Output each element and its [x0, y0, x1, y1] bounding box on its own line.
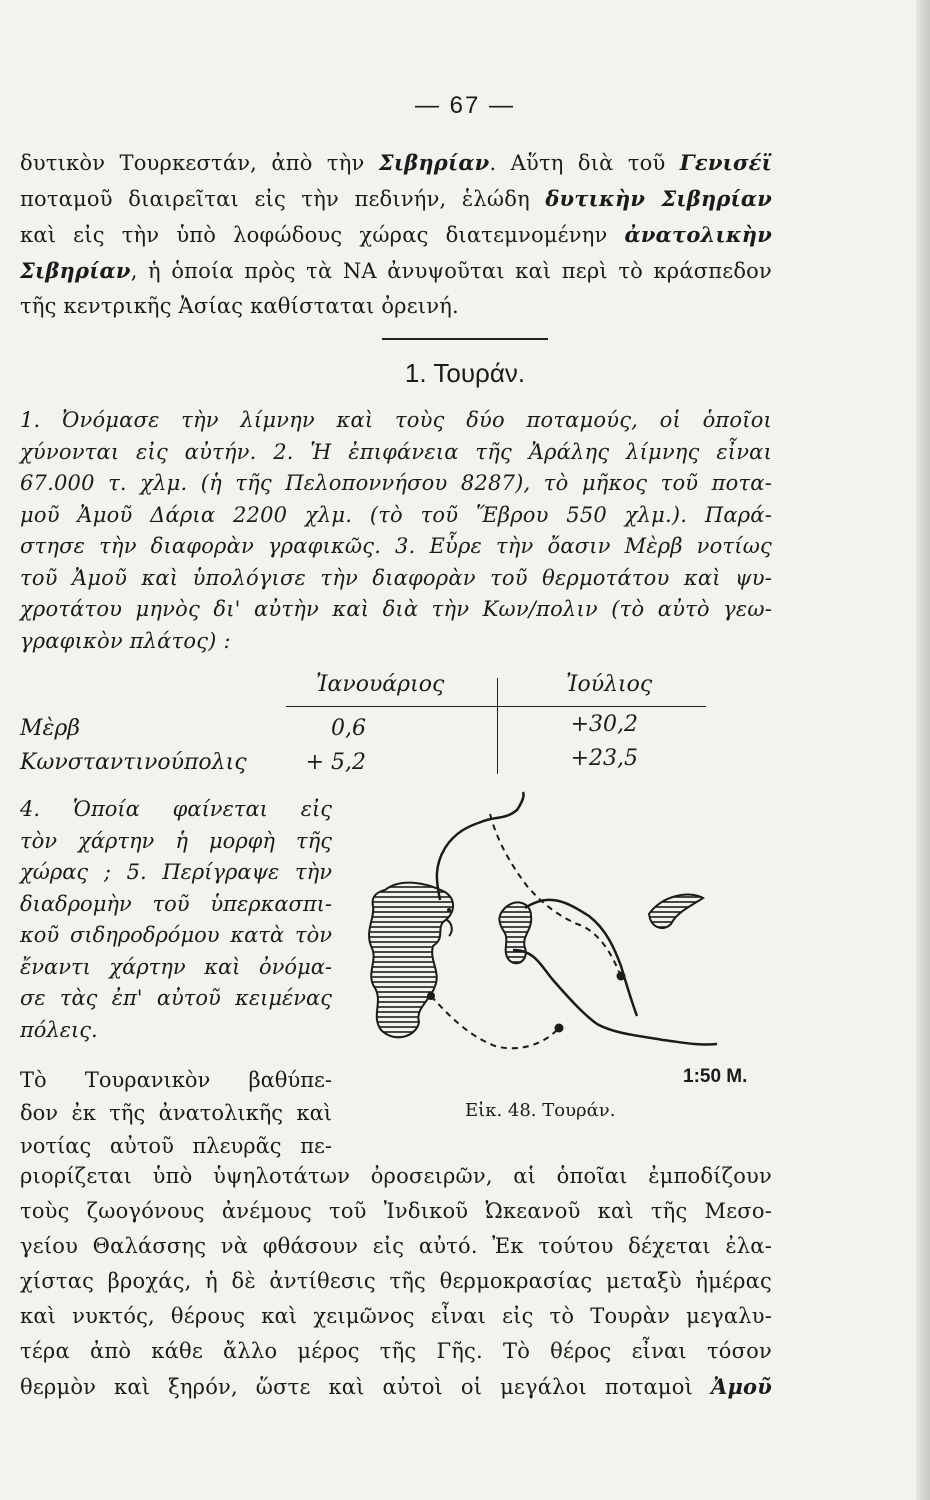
table-cell-jul: +30,2 [570, 712, 638, 737]
page-number: — 67 — [414, 92, 516, 119]
text-line: δυτικὸν Τουρκεστάν, ἀπὸ τὴν Σιβηρίαν. Αὕτη διὰ τοῦ Γενισέϊ [20, 150, 773, 175]
text-line: τοῦ Ἀμοῦ καὶ ὑπολόγισε τὴν διαφορὰν τοῦ θερμοτάτου καὶ ψυ- [20, 565, 772, 590]
island-shape [447, 920, 452, 936]
text-line: τῆς κεντρικῆς Ἀσίας καθίσταται ὀρεινή. [20, 294, 459, 318]
section-heading: 1. Τουράν. [404, 358, 526, 388]
text-line: δον ἐκ τῆς ἀνατολικῆς καὶ [20, 1101, 332, 1125]
map-scale-label: 1:50 M. [683, 1066, 748, 1087]
table-row-label: Μὲρβ [20, 716, 80, 741]
text-line: τὸν χάρτην ἡ μορφὴ τῆς [20, 828, 332, 853]
text-line: τοὺς ζωογόνους ἀνέμους τοῦ Ἰνδικοῦ Ὠκεανοῦ καὶ τῆς Μεσο- [20, 1199, 772, 1223]
island-dot [447, 908, 451, 912]
emphasis: Ἀμοῦ [710, 1374, 772, 1399]
emphasis: Σιβηρίαν [20, 258, 131, 283]
text-line: ριορίζεται ὑπὸ ὑψηλοτάτων ὀροσειρῶν, αἱ ὁποῖαι ἐμποδίζουν [20, 1164, 772, 1188]
text-line: χροτάτου μηνὸς δι' αὐτὴν καὶ διὰ τὴν Κων/πολιν (τὸ αὐτὸ γεω- [20, 597, 772, 621]
emphasis: ἀνατολικὴν [624, 222, 772, 247]
syr-darya-river-line [525, 900, 637, 1016]
lake-shape [649, 895, 703, 929]
text-line: θερμὸν καὶ ξηρόν, ὥστε καὶ αὐτοὶ οἱ μεγάλοι ποταμοὶ Ἀμοῦ [20, 1374, 772, 1399]
text-line: τέρα ἀπὸ κάθε ἄλλο μέρος τῆς Γῆς. Τὸ θέρος εἶναι τόσον [20, 1339, 772, 1363]
text-line: χώρας ; 5. Περίγραψε τὴν [20, 860, 332, 884]
text-line: πόλεις. [20, 1017, 98, 1042]
emphasis: Σιβηρίαν [378, 150, 490, 175]
text-line: Σιβηρίαν, ἡ ὁποία πρὸς τὰ ΝΑ ἀνυψοῦται καὶ περὶ τὸ κράσπεδον [20, 258, 772, 283]
city-dot [555, 1024, 564, 1033]
page-edge [916, 0, 930, 1500]
text-line: χίστας βροχάς, ἡ δὲ ἀντίθεσις τῆς θερμοκρασίας μεταξὺ ἡμέρας [20, 1269, 772, 1293]
text-line: νοτίας αὐτοῦ πλευρᾶς πε- [20, 1134, 332, 1158]
city-dot [427, 992, 435, 1000]
table-header-july: Ἰούλιος [566, 672, 653, 697]
city-dot [617, 972, 626, 981]
text-line: χύνονται εἰς αὐτήν. 2. Ἡ ἐπιφάνεια τῆς Ἀράλης λίμνης εἶναι [20, 439, 772, 464]
transcaspian-railway-line [431, 996, 557, 1048]
text-line: διαδρομὴν τοῦ ὑπερκασπι- [20, 891, 332, 916]
text-line: σε τὰς ἐπ' αὐτοῦ κειμένας [20, 986, 332, 1010]
table-row-label: Κωνσταντινούπολις [20, 750, 247, 775]
emphasis: δυτικὴν Σιβηρίαν [545, 186, 772, 211]
text-line: 67.000 τ. χλμ. (ἡ τῆς Πελοποννήσου 8287), τὸ μῆκος τοῦ ποτα- [20, 471, 772, 495]
text-line: ἔναντι χάρτην καὶ ὀνόμα- [20, 954, 332, 979]
text-line: γραφικὸν πλάτος) : [20, 628, 231, 653]
table-cell-jan: + 5,2 [305, 750, 366, 775]
table-header-rule [286, 706, 706, 707]
text-line: 4. Ὁποία φαίνεται εἰς [20, 797, 332, 821]
text-line: στησε τὴν διαφορὰν γραφικῶς. 3. Εὗρε τὴν ὄασιν Μὲρβ νοτίως [20, 534, 772, 558]
table-header-january: Ἰανουάριος [316, 672, 445, 697]
text-line: κοῦ σιδηροδρόμου κατὰ τὸν [20, 923, 332, 947]
table-column-divider [497, 678, 498, 774]
text-line: καὶ εἰς τὴν ὑπὸ λοφώδους χώρας διατεμνομένην ἀνατολικὴν [20, 222, 772, 247]
table-cell-jul: +23,5 [570, 746, 638, 771]
text-line: καὶ νυκτός, θέρους καὶ χειμῶνος εἶναι εἰς τὸ Τουρὰν μεγαλυ- [20, 1304, 772, 1328]
table-cell-jan: 0,6 [331, 716, 366, 741]
caspian-sea-shape [369, 883, 453, 1038]
text-line: 1. Ὀνόμασε τὴν λίμνην καὶ τοὺς δύο ποταμούς, οἱ ὁποῖοι [20, 408, 772, 432]
map-caption: Εἰκ. 48. Τουράν. [465, 1100, 616, 1121]
aral-sea-shape [499, 902, 531, 963]
emphasis: Γενισέϊ [679, 150, 773, 175]
turan-map-figure [345, 790, 775, 1080]
text-line: ποταμοῦ διαιρεῖται εἰς τὴν πεδινήν, ἑλώδη δυτικὴν Σιβηρίαν [20, 186, 772, 211]
text-line: Τὸ Τουρανικὸν βαθύπε- [20, 1068, 332, 1092]
northern-river-line [437, 792, 524, 900]
text-line: μοῦ Ἀμοῦ Δάρια 2200 χλμ. (τὸ τοῦ Ἕβρου 550 χλμ.). Παρά- [20, 502, 772, 527]
section-divider [382, 338, 548, 340]
text-line: γείου Θαλάσσης νὰ φθάσουν εἰς αὐτό. Ἐκ τούτου δέχεται ἐλα- [20, 1234, 772, 1258]
